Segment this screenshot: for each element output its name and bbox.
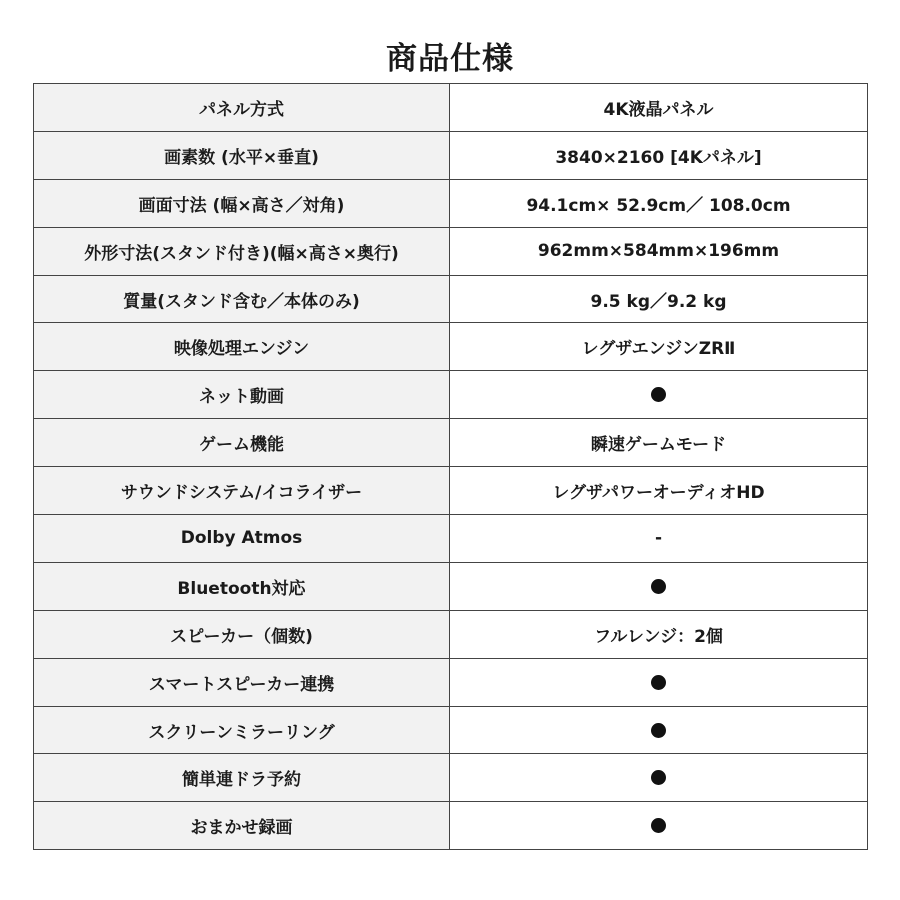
spec-value bbox=[450, 706, 868, 754]
spec-value: レグザパワーオーディオHD bbox=[450, 467, 868, 515]
spec-label: 外形寸法(スタンド付き)(幅×高さ×奥行) bbox=[34, 227, 450, 275]
spec-value: レグザエンジンZRⅡ bbox=[450, 323, 868, 371]
spec-label: Bluetooth対応 bbox=[34, 562, 450, 610]
spec-row bbox=[34, 467, 868, 515]
spec-table-body bbox=[34, 84, 868, 850]
spec-row bbox=[34, 323, 868, 371]
spec-row bbox=[34, 562, 868, 610]
spec-value: フルレンジ：2個 bbox=[450, 610, 868, 658]
spec-row bbox=[34, 275, 868, 323]
spec-label: パネル方式 bbox=[34, 84, 450, 132]
page-title: 商品仕様 bbox=[386, 41, 514, 77]
spec-value: 4K液晶パネル bbox=[450, 84, 868, 132]
spec-value bbox=[450, 371, 868, 419]
spec-row bbox=[34, 802, 868, 850]
spec-value bbox=[450, 754, 868, 802]
spec-value: 3840×2160 [4Kパネル] bbox=[450, 131, 868, 179]
spec-value bbox=[450, 562, 868, 610]
spec-label: 画素数 (水平×垂直) bbox=[34, 131, 450, 179]
spec-value: 962mm×584mm×196mm bbox=[450, 227, 868, 275]
spec-value: 9.5 kg／9.2 kg bbox=[450, 275, 868, 323]
supported-dot-icon bbox=[651, 723, 666, 738]
spec-table bbox=[33, 83, 868, 850]
spec-label: 映像処理エンジン bbox=[34, 323, 450, 371]
spec-value: 瞬速ゲームモード bbox=[450, 419, 868, 467]
spec-label: 画面寸法 (幅×高さ／対角) bbox=[34, 179, 450, 227]
spec-row bbox=[34, 754, 868, 802]
supported-dot-icon bbox=[651, 818, 666, 833]
spec-value: - bbox=[450, 515, 868, 563]
spec-value: 94.1cm× 52.9cm／ 108.0cm bbox=[450, 179, 868, 227]
spec-label: スピーカー（個数) bbox=[34, 610, 450, 658]
supported-dot-icon bbox=[651, 675, 666, 690]
spec-value bbox=[450, 658, 868, 706]
spec-row bbox=[34, 227, 868, 275]
spec-row bbox=[34, 610, 868, 658]
spec-label: スクリーンミラーリング bbox=[34, 706, 450, 754]
spec-label: おまかせ録画 bbox=[34, 802, 450, 850]
spec-row bbox=[34, 131, 868, 179]
spec-row bbox=[34, 706, 868, 754]
spec-label: サウンドシステム/イコライザー bbox=[34, 467, 450, 515]
spec-row bbox=[34, 515, 868, 563]
spec-value bbox=[450, 802, 868, 850]
spec-label: 簡単連ドラ予約 bbox=[34, 754, 450, 802]
supported-dot-icon bbox=[651, 387, 666, 402]
spec-row bbox=[34, 371, 868, 419]
supported-dot-icon bbox=[651, 770, 666, 785]
spec-row bbox=[34, 658, 868, 706]
spec-label: ネット動画 bbox=[34, 371, 450, 419]
spec-row bbox=[34, 419, 868, 467]
spec-label: 質量(スタンド含む／本体のみ) bbox=[34, 275, 450, 323]
spec-label: ゲーム機能 bbox=[34, 419, 450, 467]
spec-label: スマートスピーカー連携 bbox=[34, 658, 450, 706]
spec-label: Dolby Atmos bbox=[34, 515, 450, 563]
supported-dot-icon bbox=[651, 579, 666, 594]
spec-row bbox=[34, 84, 868, 132]
spec-row bbox=[34, 179, 868, 227]
